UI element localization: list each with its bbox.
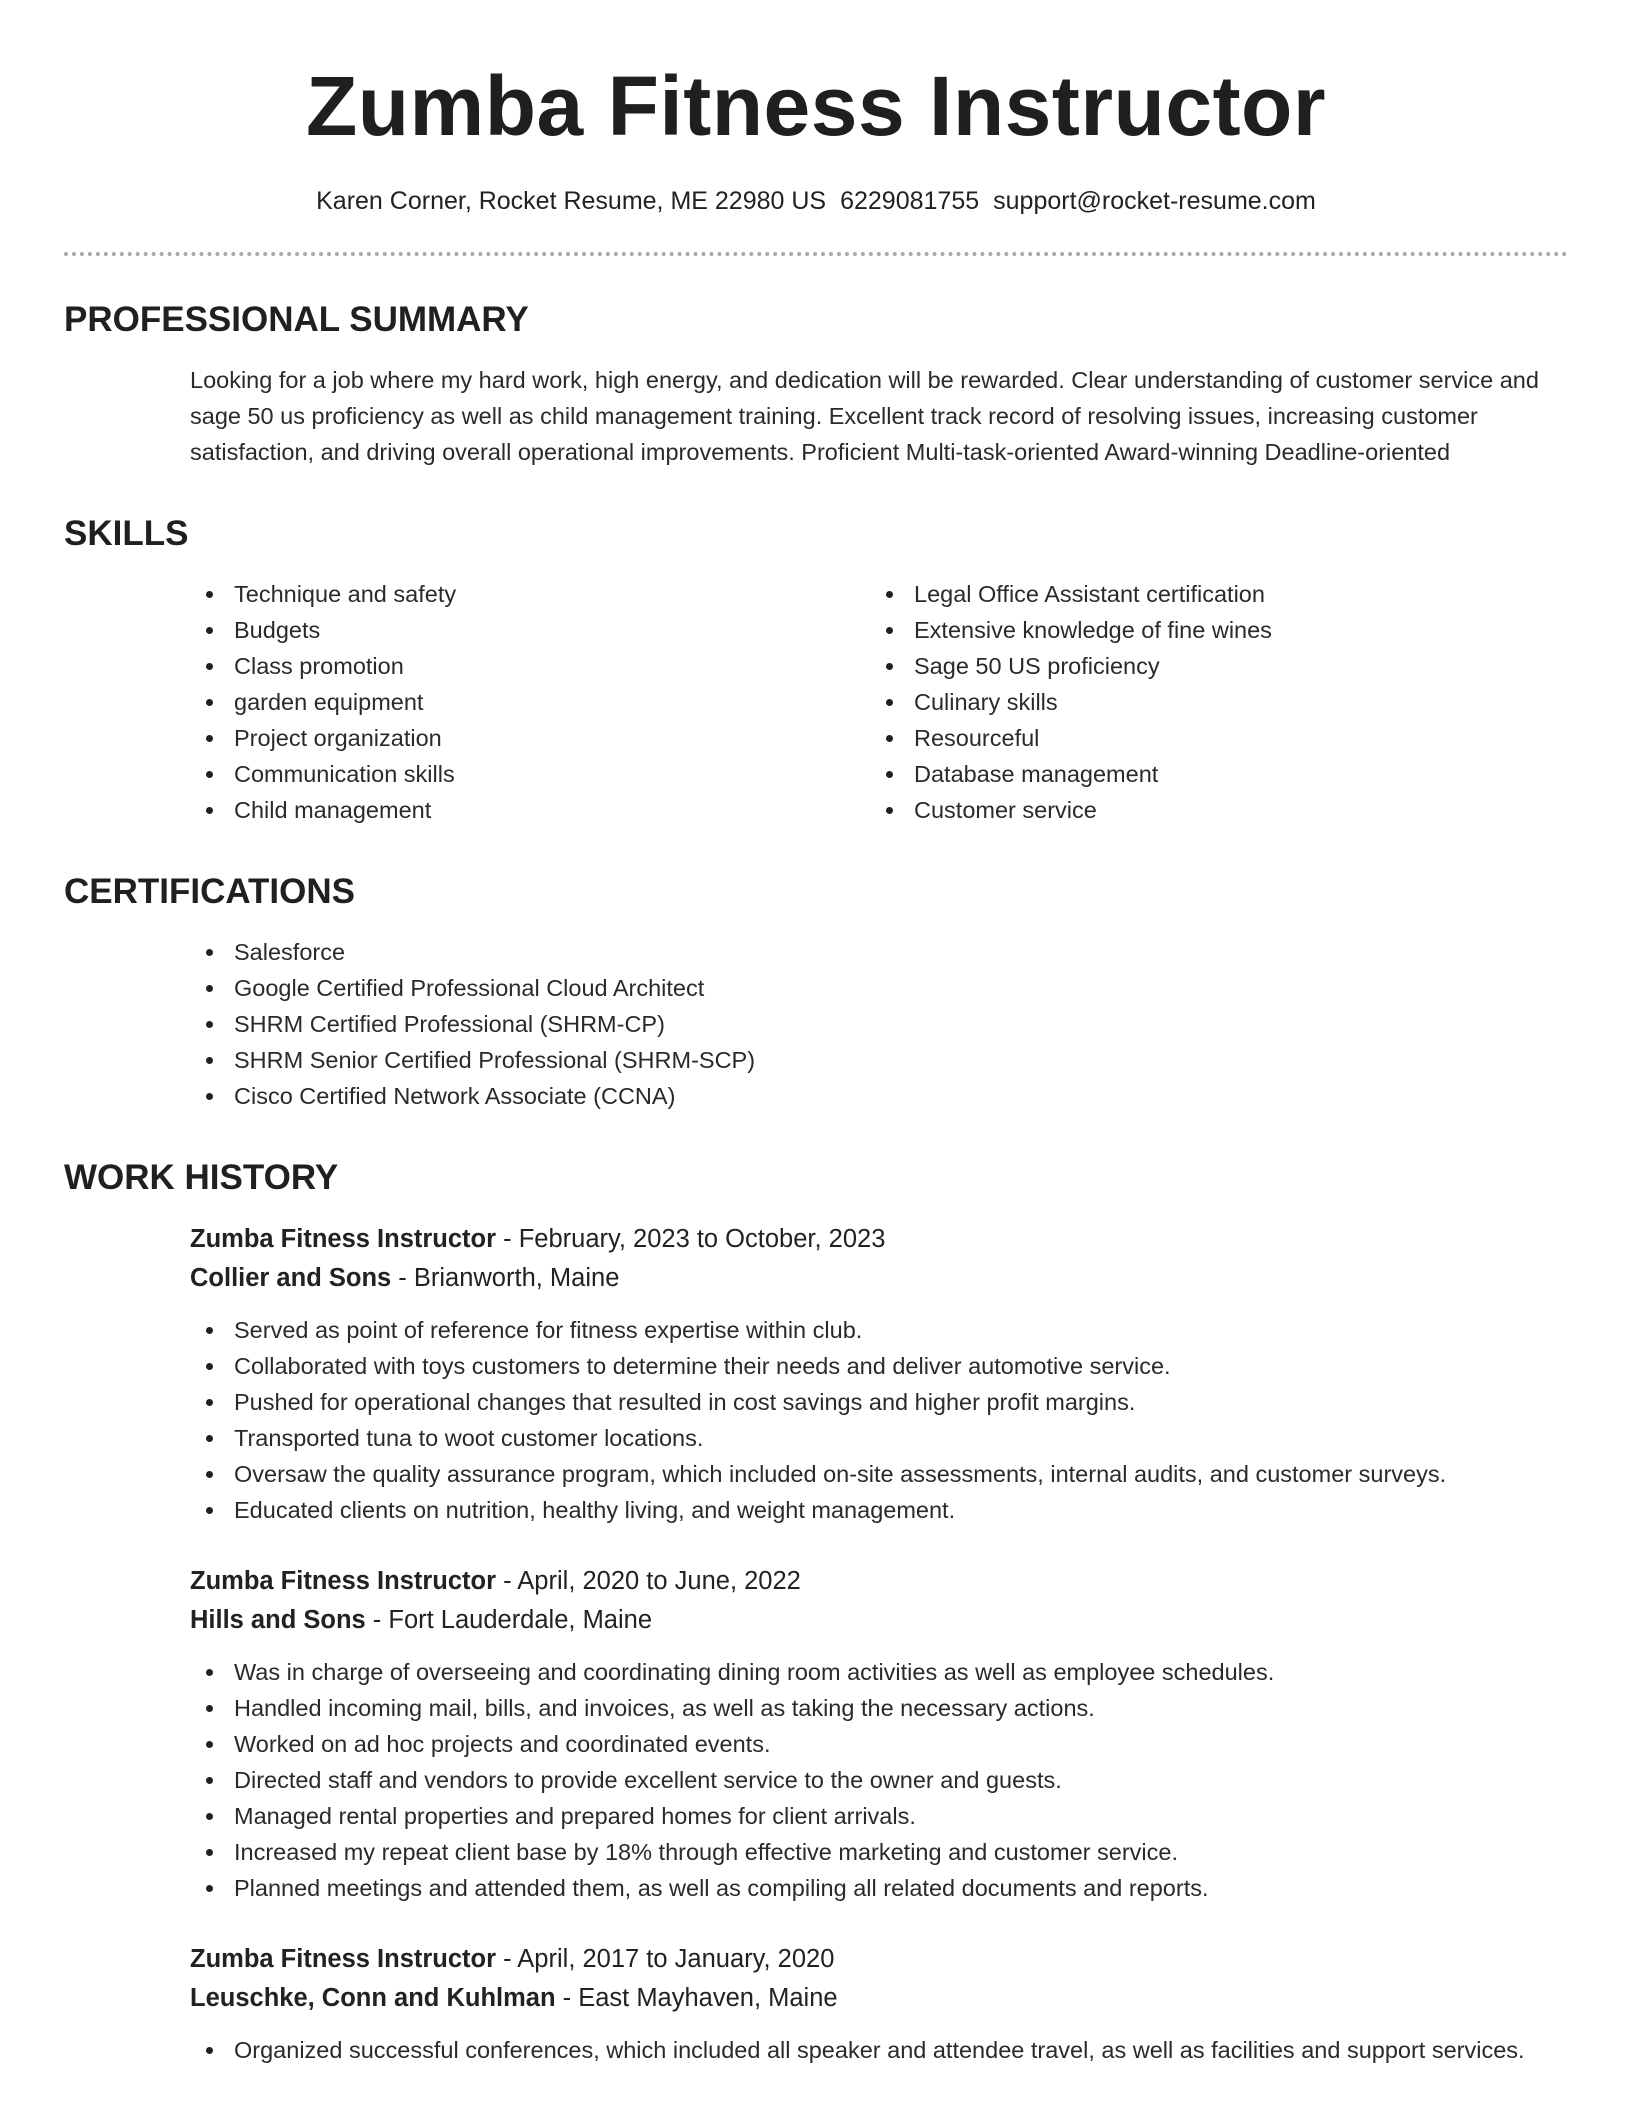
job-title: Zumba Fitness Instructor <box>190 1225 497 1253</box>
summary-heading: PROFESSIONAL SUMMARY <box>64 300 529 339</box>
job-company: Collier and Sons <box>190 1264 392 1292</box>
skills-list-right <box>870 576 1550 828</box>
job-bullet: Directed staff and vendors to provide excellent service to the owner and guests. <box>190 1762 1568 1798</box>
resume-title: Zumba Fitness Instructor <box>305 59 1327 153</box>
skill-item: Legal Office Assistant certification <box>870 576 1550 612</box>
contact-email: support@rocket-resume.com <box>993 187 1316 215</box>
skill-item: Database management <box>870 756 1550 792</box>
skill-item: Communication skills <box>190 756 870 792</box>
job-bullet: Planned meetings and attended them, as well as compiling all related documents and reports. <box>190 1870 1568 1906</box>
job-title: Zumba Fitness Instructor <box>190 1945 497 1973</box>
job-title-line <box>190 1562 1568 1601</box>
certifications-heading: CERTIFICATIONS <box>64 872 356 911</box>
skills-grid <box>190 576 1568 828</box>
job-entry <box>190 1562 1568 1906</box>
skill-item: Project organization <box>190 720 870 756</box>
job-company-line <box>190 1601 1568 1640</box>
summary-text: Looking for a job where my hard work, high energy, and dedication will be rewarded. Clear understanding of customer service and sage 50 us proficiency as well as child management training. Excellent track record of resolving issues, increasing customer satisfaction, and driving overall operational improvements. Proficient Multi-task-oriented Award-winning Deadline-oriented <box>190 367 1539 465</box>
job-bullet: Transported tuna to woot customer locations. <box>190 1420 1568 1456</box>
job-company-line <box>190 1979 1568 2018</box>
job-company: Hills and Sons <box>190 1606 366 1634</box>
skill-item: Technique and safety <box>190 576 870 612</box>
job-bullet: Was in charge of overseeing and coordinating dining room activities as well as employee schedules. <box>190 1654 1568 1690</box>
job-company: Leuschke, Conn and Kuhlman <box>190 1984 556 2012</box>
job-bullets <box>190 1312 1568 1528</box>
skill-item: Child management <box>190 792 870 828</box>
job-dates: - April, 2017 to January, 2020 <box>496 1945 835 1973</box>
header-divider <box>64 252 1568 256</box>
job-title-line <box>190 1220 1568 1259</box>
job-bullet: Managed rental properties and prepared homes for client arrivals. <box>190 1798 1568 1834</box>
certification-item: SHRM Certified Professional (SHRM-CP) <box>190 1006 1568 1042</box>
skill-item: garden equipment <box>190 684 870 720</box>
skill-item: Sage 50 US proficiency <box>870 648 1550 684</box>
skill-item: Customer service <box>870 792 1550 828</box>
job-bullet: Pushed for operational changes that resulted in cost savings and higher profit margins. <box>190 1384 1568 1420</box>
job-bullets <box>190 2032 1568 2068</box>
certification-item: Cisco Certified Network Associate (CCNA) <box>190 1078 1568 1114</box>
job-bullet: Oversaw the quality assurance program, which included on-site assessments, internal audits, and customer surveys. <box>190 1456 1568 1492</box>
job-bullet: Educated clients on nutrition, healthy living, and weight management. <box>190 1492 1568 1528</box>
contact-address: Karen Corner, Rocket Resume, ME 22980 US <box>316 187 827 215</box>
job-bullet: Organized successful conferences, which included all speaker and attendee travel, as well as facilities and support services. <box>190 2032 1568 2068</box>
job-title-line <box>190 1940 1568 1979</box>
skill-item: Class promotion <box>190 648 870 684</box>
job-location: - Brianworth, Maine <box>391 1264 620 1292</box>
job-dates: - February, 2023 to October, 2023 <box>496 1225 886 1253</box>
contact-phone: 6229081755 <box>840 187 980 215</box>
certification-item: Google Certified Professional Cloud Architect <box>190 970 1568 1006</box>
contact-line <box>64 184 1568 218</box>
job-location: - Fort Lauderdale, Maine <box>365 1606 653 1634</box>
job-bullet: Handled incoming mail, bills, and invoices, as well as taking the necessary actions. <box>190 1690 1568 1726</box>
skill-item: Budgets <box>190 612 870 648</box>
certification-item: SHRM Senior Certified Professional (SHRM-SCP) <box>190 1042 1568 1078</box>
job-bullets <box>190 1654 1568 1906</box>
job-dates: - April, 2020 to June, 2022 <box>496 1567 801 1595</box>
job-bullet: Served as point of reference for fitness expertise within club. <box>190 1312 1568 1348</box>
certification-item: Salesforce <box>190 934 1568 970</box>
certifications-list <box>190 934 1568 1114</box>
skill-item: Culinary skills <box>870 684 1550 720</box>
job-bullet: Collaborated with toys customers to determine their needs and deliver automotive service. <box>190 1348 1568 1384</box>
skills-heading: SKILLS <box>64 514 189 553</box>
work-history <box>190 1220 1568 2068</box>
skill-item: Extensive knowledge of fine wines <box>870 612 1550 648</box>
job-entry <box>190 1940 1568 2068</box>
job-entry <box>190 1220 1568 1528</box>
job-title: Zumba Fitness Instructor <box>190 1567 497 1595</box>
work-history-heading: WORK HISTORY <box>64 1158 339 1197</box>
job-bullet: Worked on ad hoc projects and coordinated events. <box>190 1726 1568 1762</box>
skills-list-left <box>190 576 870 828</box>
job-bullet: Increased my repeat client base by 18% through effective marketing and customer service. <box>190 1834 1568 1870</box>
job-location: - East Mayhaven, Maine <box>555 1984 838 2012</box>
skill-item: Resourceful <box>870 720 1550 756</box>
job-company-line <box>190 1259 1568 1298</box>
